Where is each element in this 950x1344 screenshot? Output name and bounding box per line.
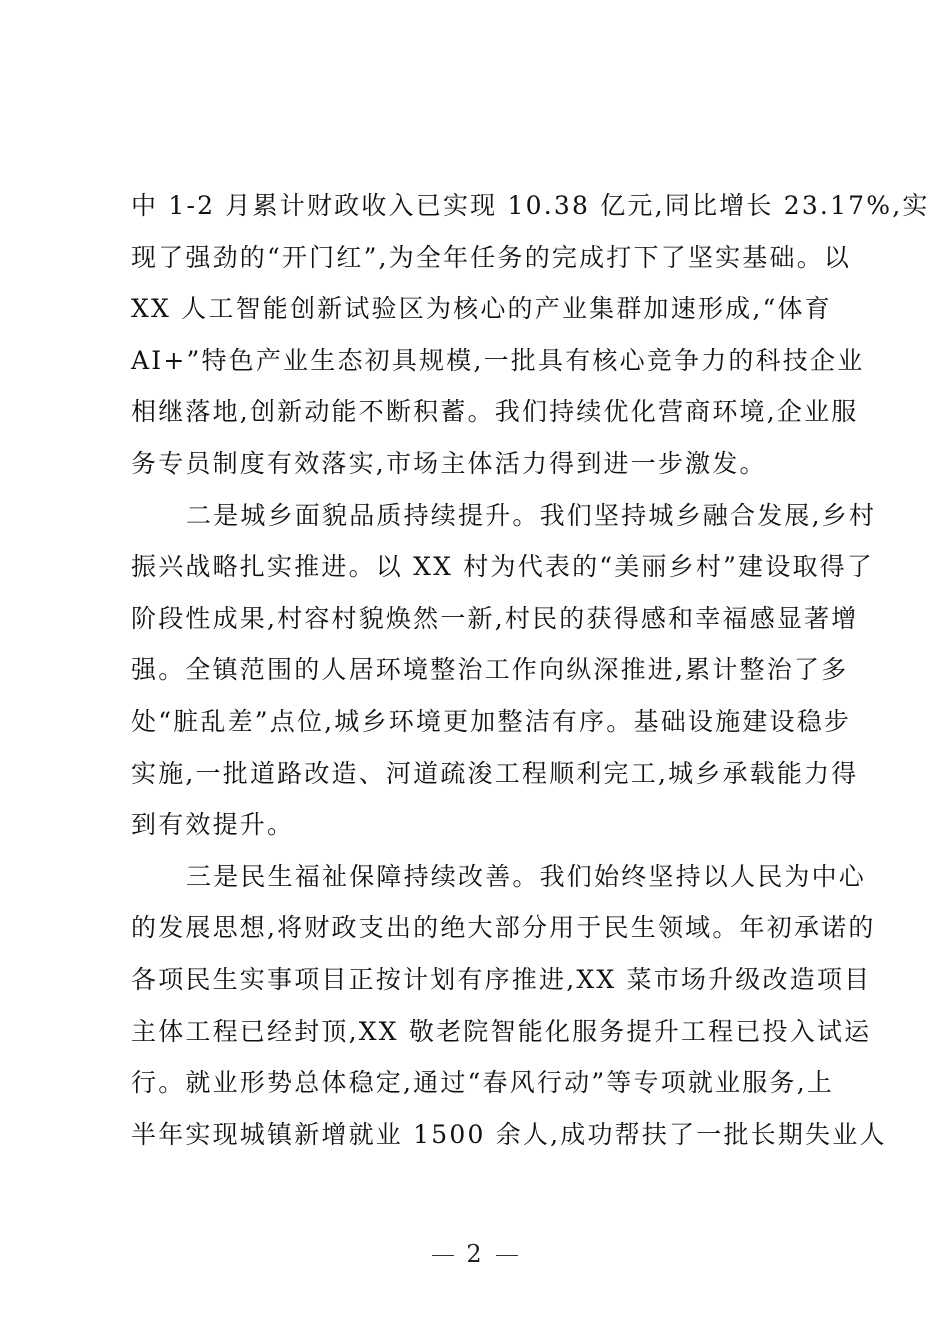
text-line: 到有效提升。	[131, 810, 295, 840]
text-line: 阶段性成果,村容村貌焕然一新,村民的获得感和幸福感显著增	[131, 603, 859, 633]
text-line: 强。全镇范围的人居环境整治工作向纵深推进,累计整治了多	[131, 655, 849, 685]
paragraph-urban-rural	[131, 490, 877, 851]
text-line: 行。就业形势总体稳定,通过“春风行动”等专项就业服务,上	[131, 1068, 835, 1098]
text-line: 各项民生实事项目正按计划有序推进,XX 菜市场升级改造项目	[131, 964, 872, 994]
text-line-indented: 二是城乡面貌品质持续提升。我们坚持城乡融合发展,乡村	[186, 500, 877, 530]
em-dash-left	[432, 1255, 454, 1256]
page-footer	[0, 1236, 950, 1272]
text-line: 现了强劲的“开门红”,为全年任务的完成打下了坚实基础。以	[131, 242, 852, 272]
text-line: 务专员制度有效落实,市场主体活力得到进一步激发。	[131, 448, 767, 478]
text-line: 处“脏乱差”点位,城乡环境更加整洁有序。基础设施建设稳步	[131, 706, 852, 736]
text-line: 中 1-2 月累计财政收入已实现 10.38 亿元,同比增长 23.17%,实	[131, 191, 930, 220]
document-body	[131, 180, 930, 1160]
text-line: AI+”特色产业生态初具规模,一批具有核心竞争力的科技企业	[131, 345, 865, 375]
text-line: 振兴战略扎实推进。以 XX 村为代表的“美丽乡村”建设取得了	[131, 552, 875, 582]
paragraph-fiscal-revenue	[131, 180, 930, 490]
text-line-indented: 三是民生福祉保障持续改善。我们始终坚持以人民为中心	[186, 861, 867, 891]
text-line: 半年实现城镇新增就业 1500 余人,成功帮扶了一批长期失业人	[131, 1119, 887, 1149]
page-number: 2	[466, 1240, 484, 1268]
text-line: XX 人工智能创新试验区为核心的产业集群加速形成,“体育	[131, 294, 832, 324]
text-line: 实施,一批道路改造、河道疏浚工程顺利完工,城乡承载能力得	[131, 758, 859, 788]
text-line: 相继落地,创新动能不断积蓄。我们持续优化营商环境,企业服	[131, 397, 859, 427]
text-line: 主体工程已经封顶,XX 敬老院智能化服务提升工程已投入试运	[131, 1016, 872, 1046]
text-line: 的发展思想,将财政支出的绝大部分用于民生领域。年初承诺的	[131, 913, 876, 943]
em-dash-right	[496, 1255, 518, 1256]
paragraph-livelihood	[131, 851, 887, 1161]
